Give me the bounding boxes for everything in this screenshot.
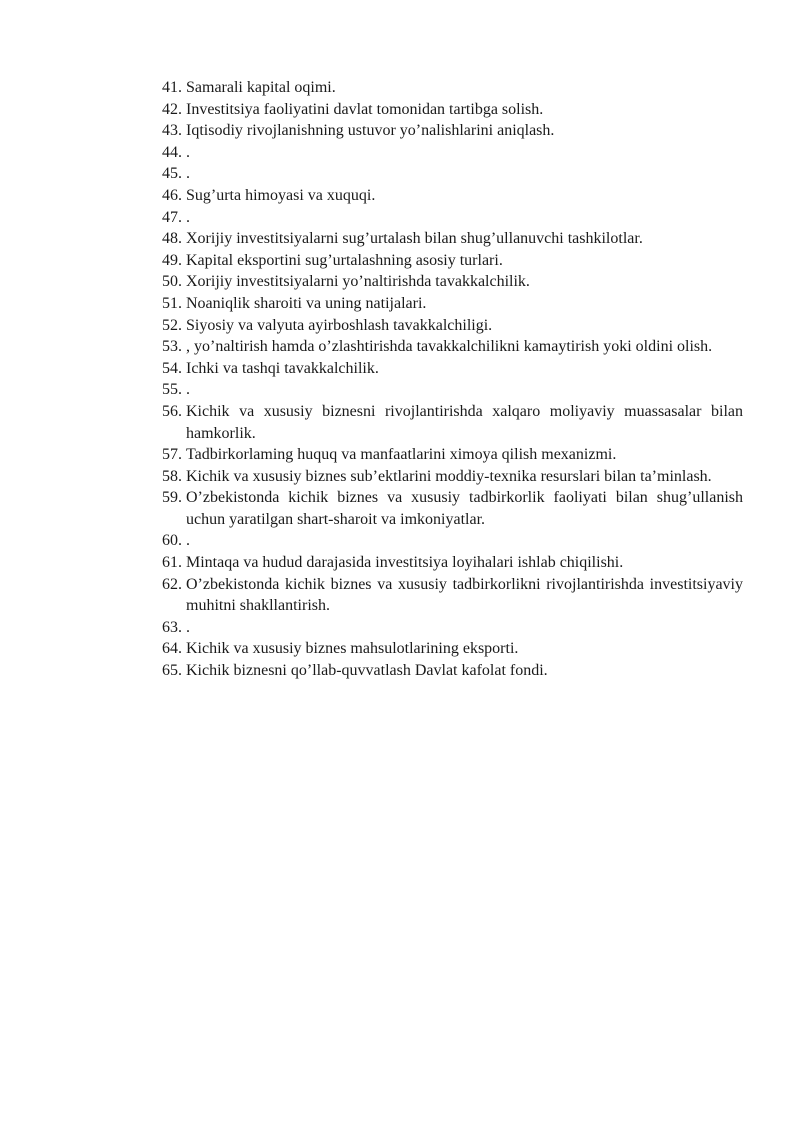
list-item-number: 42. <box>162 100 182 118</box>
list-item-number: 47. <box>162 208 182 226</box>
list-item-text: . <box>186 381 190 399</box>
list-item-text: . <box>186 165 190 183</box>
list-item <box>162 638 743 660</box>
list-item-number: 48. <box>162 230 182 248</box>
list-item-text: Tadbirkorlaming huquq va manfaatlarini ximoya qilish mexanizmi. <box>186 446 617 464</box>
list-item-text: O’zbekistonda kichik biznes va xususiy tadbirkorlik faoliyati bilan shug’ullanish uchun yaratilgan shart-sharoit va imkoniyatlar. <box>186 489 743 528</box>
list-item-number: 49. <box>162 251 182 269</box>
list-item <box>162 379 743 401</box>
list-item-text: Kapital eksportini sug’urtalashning asosiy turlari. <box>186 251 503 269</box>
list-item <box>162 163 743 185</box>
list-item-number: 57. <box>162 446 182 464</box>
list-item-text: Sug’urta himoyasi va xuquqi. <box>186 186 376 204</box>
list-item-number: 62. <box>162 575 182 593</box>
list-item <box>162 617 743 639</box>
list-item <box>162 574 743 617</box>
list-item <box>162 77 743 99</box>
list-item-number: 50. <box>162 273 182 291</box>
list-item-number: 43. <box>162 122 182 140</box>
list-item <box>162 401 743 444</box>
list-item-number: 59. <box>162 489 182 507</box>
list-item-text: . <box>186 208 190 226</box>
list-item-number: 52. <box>162 316 182 334</box>
list-item-number: 56. <box>162 402 182 420</box>
list-item <box>162 358 743 380</box>
list-item <box>162 228 743 250</box>
list-item <box>162 207 743 229</box>
list-item <box>162 315 743 337</box>
list-item <box>162 530 743 552</box>
list-item-text: O’zbekistonda kichik biznes va xususiy tadbirkorlikni rivojlantirishda investitsiyaviy muhitni shakllantirish. <box>186 575 743 615</box>
numbered-list <box>162 77 743 682</box>
list-item-number: 63. <box>162 618 182 636</box>
list-item-number: 60. <box>162 532 182 550</box>
list-item-number: 53. <box>162 338 182 356</box>
list-item-text: Kichik va xususiy biznes mahsulotlarining eksporti. <box>186 640 519 658</box>
list-item-number: 54. <box>162 359 182 377</box>
list-item-number: 51. <box>162 294 182 312</box>
list-item-text: . <box>186 143 190 161</box>
list-item-text: Samarali kapital oqimi. <box>186 79 336 96</box>
list-item <box>162 120 743 142</box>
list-item <box>162 487 743 530</box>
list-item-number: 55. <box>162 381 182 399</box>
list-item-number: 64. <box>162 640 182 658</box>
list-item-text: Iqtisodiy rivojlanishning ustuvor yo’nalishlarini aniqlash. <box>186 122 555 140</box>
list-item-text: . <box>186 618 190 636</box>
list-item-text: Noaniqlik sharoiti va uning natijalari. <box>186 294 427 312</box>
list-item <box>162 660 743 682</box>
list-item <box>162 271 743 293</box>
list-item <box>162 185 743 207</box>
list-item-text: . <box>186 532 190 550</box>
list-item-text: Kichik va xususiy biznes sub’ektlarini moddiy-texnika resurslari bilan ta’minlash. <box>186 467 712 485</box>
list-item-number: 58. <box>162 467 182 485</box>
list-item <box>162 99 743 121</box>
list-item-text: Xorijiy investitsiyalarni sug’urtalash bilan shug’ullanuvchi tashkilotlar. <box>186 230 643 248</box>
list-item-number: 46. <box>162 186 182 204</box>
list-item <box>162 552 743 574</box>
list-item-text: Investitsiya faoliyatini davlat tomonidan tartibga solish. <box>186 100 544 118</box>
list-item-text: Kichik biznesni qo’llab-quvvatlash Davlat kafolat fondi. <box>186 662 548 680</box>
list-item-text: , yo’naltirish hamda o’zlashtirishda tavakkalchilikni kamaytirish yoki oldini olish. <box>186 338 713 356</box>
list-item <box>162 336 743 358</box>
list-item-text: Siyosiy va valyuta ayirboshlash tavakkalchiligi. <box>186 316 493 334</box>
list-item-number: 65. <box>162 662 182 680</box>
list-item-number: 61. <box>162 554 182 572</box>
list-item <box>162 466 743 488</box>
list-item <box>162 444 743 466</box>
list-item-number: 44. <box>162 143 182 161</box>
list-item-text: Ichki va tashqi tavakkalchilik. <box>186 359 379 377</box>
list-item-text: Mintaqa va hudud darajasida investitsiya loyihalari ishlab chiqilishi. <box>186 554 624 572</box>
list-item-number: 41. <box>162 79 182 96</box>
list-item-text: Kichik va xususiy biznesni rivojlantirishda xalqaro moliyaviy muassasalar bilan hamkorlik. <box>186 402 743 442</box>
list-item-number: 45. <box>162 165 182 183</box>
list-item <box>162 250 743 272</box>
list-item-text: Xorijiy investitsiyalarni yo’naltirishda tavakkalchilik. <box>186 273 530 291</box>
list-item <box>162 293 743 315</box>
list-item <box>162 142 743 164</box>
